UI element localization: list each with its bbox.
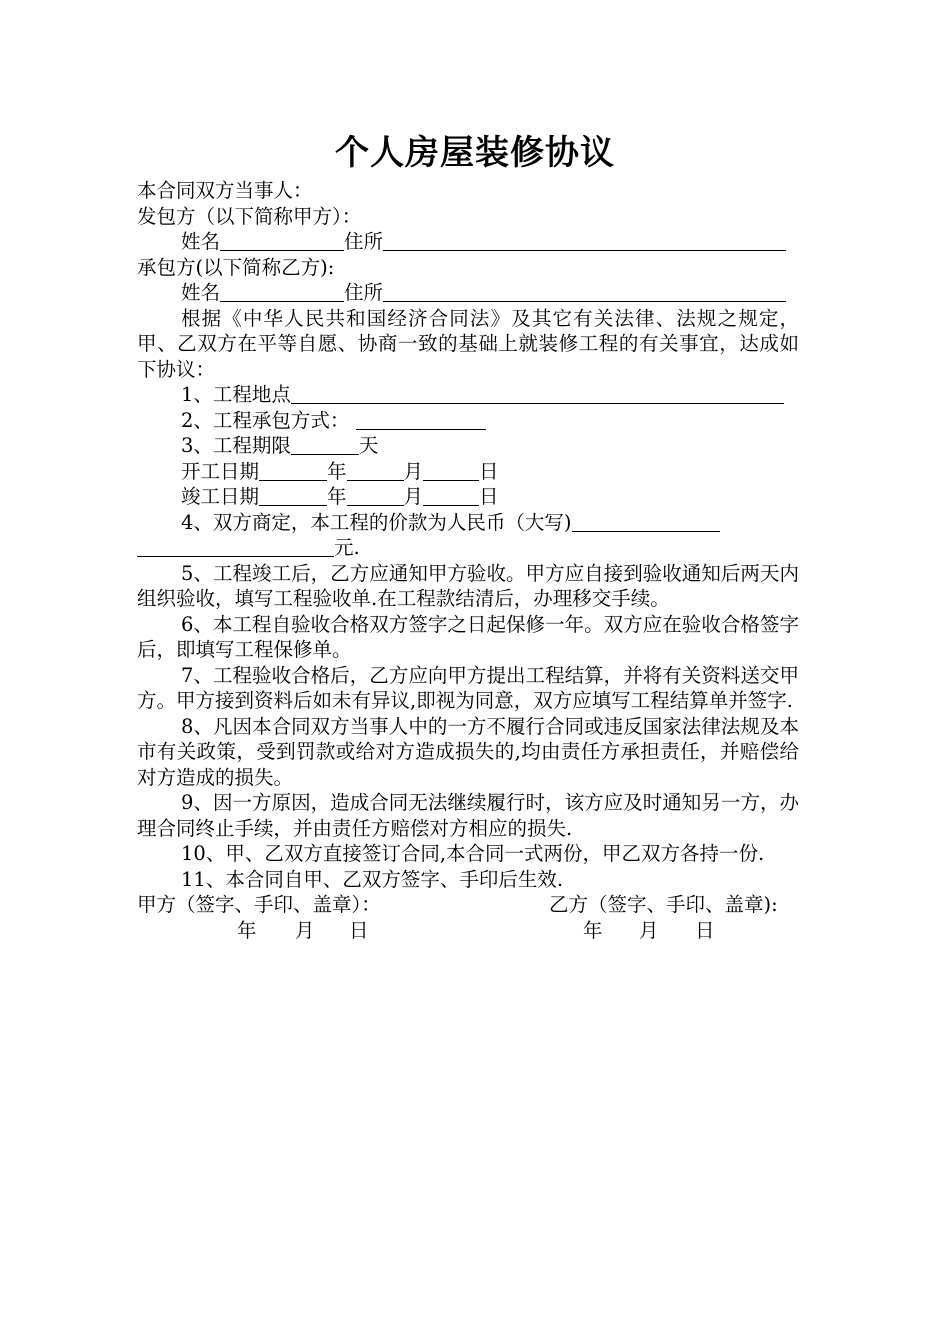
start-date (137, 459, 799, 485)
parties-intro: 本合同双方当事人： (137, 179, 313, 202)
end-date (137, 484, 799, 510)
document-title: 个人房屋装修协议 (335, 133, 615, 173)
party-b-address-blank (383, 281, 786, 302)
item-2-label: 2、工程承包方式： (181, 408, 350, 432)
item-4 (137, 510, 799, 536)
party-b-sign-month: 月 (639, 918, 659, 942)
party-a-line (137, 229, 799, 255)
item-4-cont (137, 535, 799, 561)
start-year-label: 年 (327, 459, 347, 483)
party-a-address-blank (383, 230, 786, 251)
item-3-unit: 天 (358, 434, 379, 457)
start-month-label: 月 (403, 459, 424, 483)
party-a-sign-day: 日 (349, 918, 369, 942)
item-1-label: 1、工程地点 (181, 383, 291, 406)
clause-10: 10、甲、乙双方直接签订合同,本合同一式两份，甲乙双方各持一份. (181, 842, 765, 865)
end-year-blank (259, 485, 327, 506)
party-b-line (137, 280, 799, 306)
start-month-blank (347, 460, 404, 481)
item-4-suffix: 元. (334, 536, 360, 559)
end-year-label: 年 (327, 485, 347, 508)
start-day-label: 日 (479, 459, 499, 483)
clause-5: 5、工程竣工后，乙方应通知甲方验收。甲方应自接到验收通知后两天内组织验收，填写工程验收单.在工程款结清后，办理移交手续。 (137, 561, 799, 610)
item-3 (137, 433, 799, 459)
start-year-blank (259, 460, 327, 481)
signature-row (137, 892, 799, 918)
party-b-sign-day: 日 (695, 918, 715, 942)
party-a-sign-year: 年 (237, 918, 257, 942)
clause-7: 7、工程验收合格后，乙方应向甲方提出工程结算，并将有关资料送交甲方。甲方接到资料后如未有异议,即视为同意，双方应填写工程结算单并签字. (137, 663, 799, 712)
signature-date-row (137, 918, 799, 944)
party-a-sign-month: 月 (295, 918, 315, 942)
document-body (137, 178, 799, 943)
end-month-blank (347, 485, 404, 506)
clause-6: 6、本工程自验收合格双方签字之日起保修一年。双方应在验收合格签字后，即填写工程保修单。 (137, 612, 799, 661)
party-b-address-label: 住所 (344, 281, 384, 304)
end-month-label: 月 (403, 485, 424, 508)
item-3-label: 3、工程期限 (181, 434, 291, 457)
clause-8: 8、凡因本合同双方当事人中的一方不履行合同或违反国家法律法规及本市有关政策，受到罚款或给对方造成损失的,均由责任方承担责任，并赔偿给对方造成的损失。 (137, 714, 799, 789)
party-a-address-label: 住所 (344, 230, 384, 253)
start-day-blank (423, 460, 479, 481)
party-b-sign-year: 年 (583, 918, 603, 942)
party-b-name-label: 姓名 (181, 281, 221, 304)
item-4-text: 4、双方商定，本工程的价款为人民币（大写) (181, 510, 572, 534)
party-b-header: 承包方(以下简称乙方): (137, 255, 335, 279)
item-4-blank-2 (137, 536, 334, 557)
party-a-header: 发包方（以下简称甲方）： (137, 204, 362, 228)
item-2-blank (356, 409, 486, 430)
party-b-signature-label: 乙方（签字、手印、盖章): (549, 893, 778, 916)
party-a-name-blank (220, 230, 344, 251)
end-date-label: 竣工日期 (181, 485, 260, 508)
clause-9: 9、因一方原因，造成合同无法继续履行时，该方应及时通知另一方，办理合同终止手续，并由责任方赔偿对方相应的损失. (137, 791, 799, 840)
end-day-label: 日 (479, 485, 499, 508)
party-b-name-blank (220, 281, 344, 302)
party-a-name-label: 姓名 (181, 230, 221, 253)
party-a-signature-label: 甲方（签字、手印、盖章）： (137, 893, 381, 916)
item-4-blank-1 (572, 511, 720, 532)
preamble: 根据《中华人民共和国经济合同法》及其它有关法律、法规之规定，甲、乙双方在平等自愿、协商一致的基础上就装修工程的有关事宜，达成如下协议： (137, 306, 799, 381)
item-2 (137, 408, 799, 434)
start-date-label: 开工日期 (181, 459, 260, 483)
item-1 (137, 382, 799, 408)
item-3-blank (291, 434, 359, 455)
item-1-blank (291, 383, 784, 404)
end-day-blank (423, 485, 479, 506)
clause-11: 11、本合同自甲、乙双方签字、手印后生效. (181, 867, 564, 891)
